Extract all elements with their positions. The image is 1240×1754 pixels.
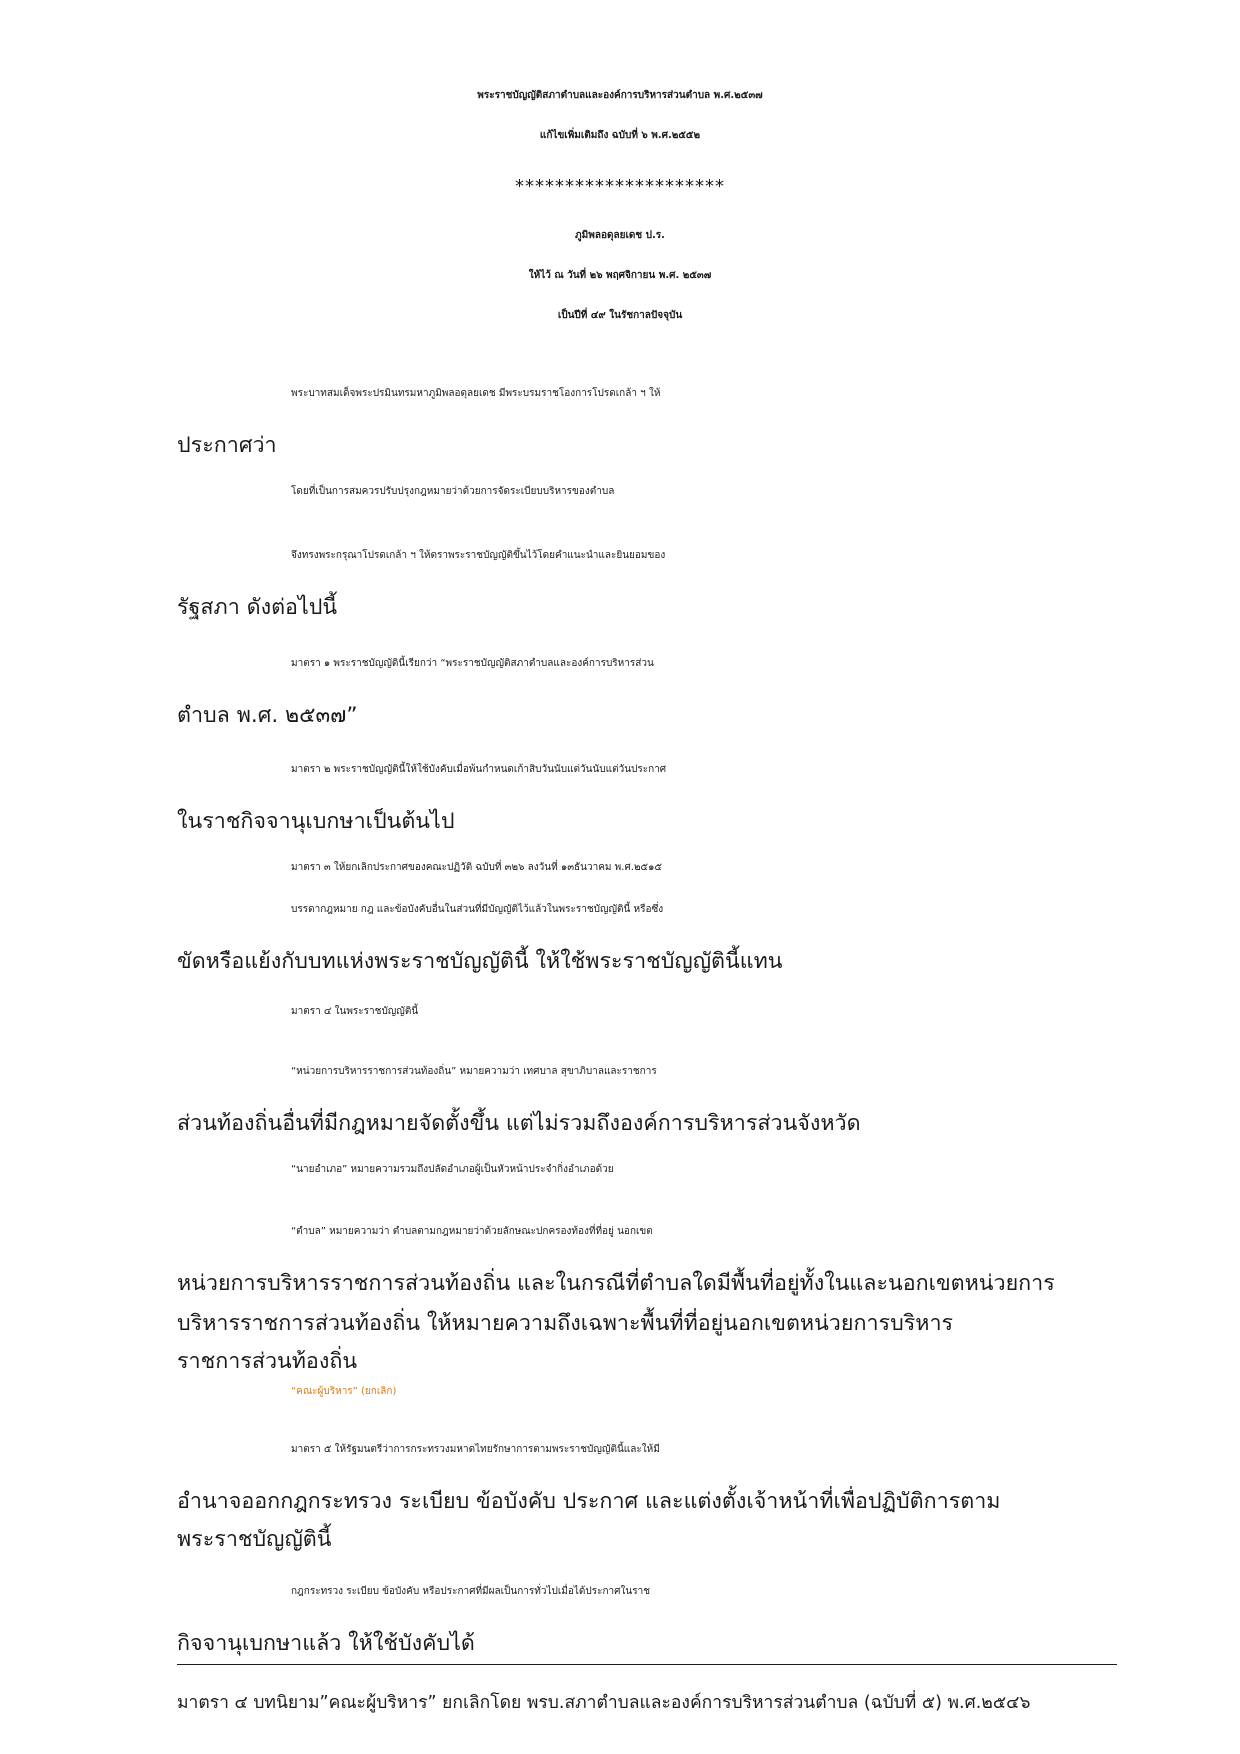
section-5-line: กิจจานุเบกษาแล้ว ให้ใช้บังคับได้: [177, 1631, 475, 1656]
section-5-line: กฎกระทรวง ระเบียบ ข้อบังคับ หรือประกาศที่มีผลเป็นการทั่วไปเมื่อได้ประกาศในราช: [291, 1586, 650, 1597]
act-subtitle: แก้ไขเพิ่มเติมถึง ฉบับที่ ๖ พ.ศ.๒๕๕๒: [539, 130, 701, 141]
preamble-line: ประกาศว่า: [177, 433, 277, 458]
section-2-line: ในราชกิจจานุเบกษาเป็นต้นไป: [177, 809, 455, 834]
act-title: พระราชบัญญัติสภาตำบลและองค์การบริหารส่วนตำบล พ.ศ.๒๕๓๗: [477, 90, 763, 101]
given-date: ให้ไว้ ณ วันที่ ๒๖ พฤศจิกายน พ.ศ. ๒๕๓๗: [528, 270, 712, 281]
preamble-line: พระบาทสมเด็จพระปรมินทรมหาภูมิพลอดุลยเดช มีพระบรมราชโองการโปรดเกล้า ฯ ให้: [291, 388, 661, 399]
definition-line: “หน่วยการบริหารราชการส่วนท้องถิ่น” หมายความว่า เทศบาล สุขาภิบาลและราชการ: [291, 1066, 657, 1077]
definition-line: “นายอำเภอ” หมายความรวมถึงปลัดอำเภอผู้เป็นหัวหน้าประจำกิ่งอำเภอด้วย: [291, 1164, 614, 1175]
footnote-divider: [177, 1664, 1117, 1665]
section-2-line: มาตรา ๒ พระราชบัญญัตินี้ให้ใช้บังคับเมื่อพ้นกำหนดเก้าสิบวันนับแต่วันนับแต่วันประกาศ: [291, 764, 667, 775]
repealed-definition: “คณะผู้บริหาร” (ยกเลิก): [291, 1386, 397, 1397]
definition-line: “ตำบล” หมายความว่า ตำบลตามกฎหมายว่าด้วยลักษณะปกครองท้องที่ที่อยู่ นอกเขต: [291, 1226, 653, 1237]
preamble-line: โดยที่เป็นการสมควรปรับปรุงกฎหมายว่าด้วยการจัดระเบียบบริหารของตำบล: [291, 486, 615, 497]
footnote: มาตรา ๔ บทนิยาม”คณะผู้บริหาร” ยกเลิกโดย พรบ.สภาตำบลและองค์การบริหารส่วนตำบล (ฉบับที่ ๕) พ.ศ.๒๕๔๖: [177, 1693, 1031, 1713]
definition-line: หน่วยการบริหารราชการส่วนท้องถิ่น และในกรณีที่ตำบลใดมีพื้นที่อยู่ทั้งในและนอกเขตหน่วยการ: [177, 1271, 1055, 1296]
section-3-line: บรรดากฎหมาย กฎ และข้อบังคับอื่นในส่วนที่มีบัญญัติไว้แล้วในพระราชบัญญัตินี้ หรือซึ่ง: [291, 904, 664, 915]
section-5-line: อำนาจออกกฎกระทรวง ระเบียบ ข้อบังคับ ประกาศ และแต่งตั้งเจ้าหน้าที่เพื่อปฏิบัติการตาม: [177, 1489, 1001, 1514]
section-1-line: ตำบล พ.ศ. ๒๕๓๗”: [177, 703, 358, 728]
royal-signature: ภูมิพลอดุลยเดช ป.ร.: [575, 230, 665, 241]
definition-line: บริหารราชการส่วนท้องถิ่น ให้หมายความถึงเฉพาะพื้นที่ที่อยู่นอกเขตหน่วยการบริหาร: [177, 1311, 954, 1336]
section-5-line: มาตรา ๕ ให้รัฐมนตรีว่าการกระทรวงมหาดไทยรักษาการตามพระราชบัญญัตินี้และให้มี: [291, 1444, 660, 1455]
section-1-line: มาตรา ๑ พระราชบัญญัตินี้เรียกว่า “พระราชบัญญัติสภาตำบลและองค์การบริหารส่วน: [291, 658, 654, 669]
definition-line: ราชการส่วนท้องถิ่น: [177, 1349, 358, 1374]
separator-stars: *********************: [515, 176, 725, 197]
section-3-line: ขัดหรือแย้งกับบทแห่งพระราชบัญญัตินี้ ให้ใช้พระราชบัญญัตินี้แทน: [177, 949, 783, 974]
reign-year: เป็นปีที่ ๔๙ ในรัชกาลปัจจุบัน: [557, 310, 683, 321]
definition-line: ส่วนท้องถิ่นอื่นที่มีกฎหมายจัดตั้งขึ้น แต่ไม่รวมถึงองค์การบริหารส่วนจังหวัด: [177, 1111, 861, 1136]
section-4-heading: มาตรา ๔ ในพระราชบัญญัตินี้: [291, 1006, 419, 1017]
preamble-line: จึงทรงพระกรุณาโปรดเกล้า ฯ ให้ตราพระราชบัญญัติขึ้นไว้โดยคำแนะนำและยินยอมของ: [291, 550, 666, 561]
preamble-line: รัฐสภา ดังต่อไปนี้: [177, 595, 338, 620]
section-3-line: มาตรา ๓ ให้ยกเลิกประกาศของคณะปฏิวัติ ฉบับที่ ๓๒๖ ลงวันที่ ๑๓ธันวาคม พ.ศ.๒๕๑๕: [291, 862, 663, 873]
section-5-line: พระราชบัญญัตินี้: [177, 1527, 332, 1552]
